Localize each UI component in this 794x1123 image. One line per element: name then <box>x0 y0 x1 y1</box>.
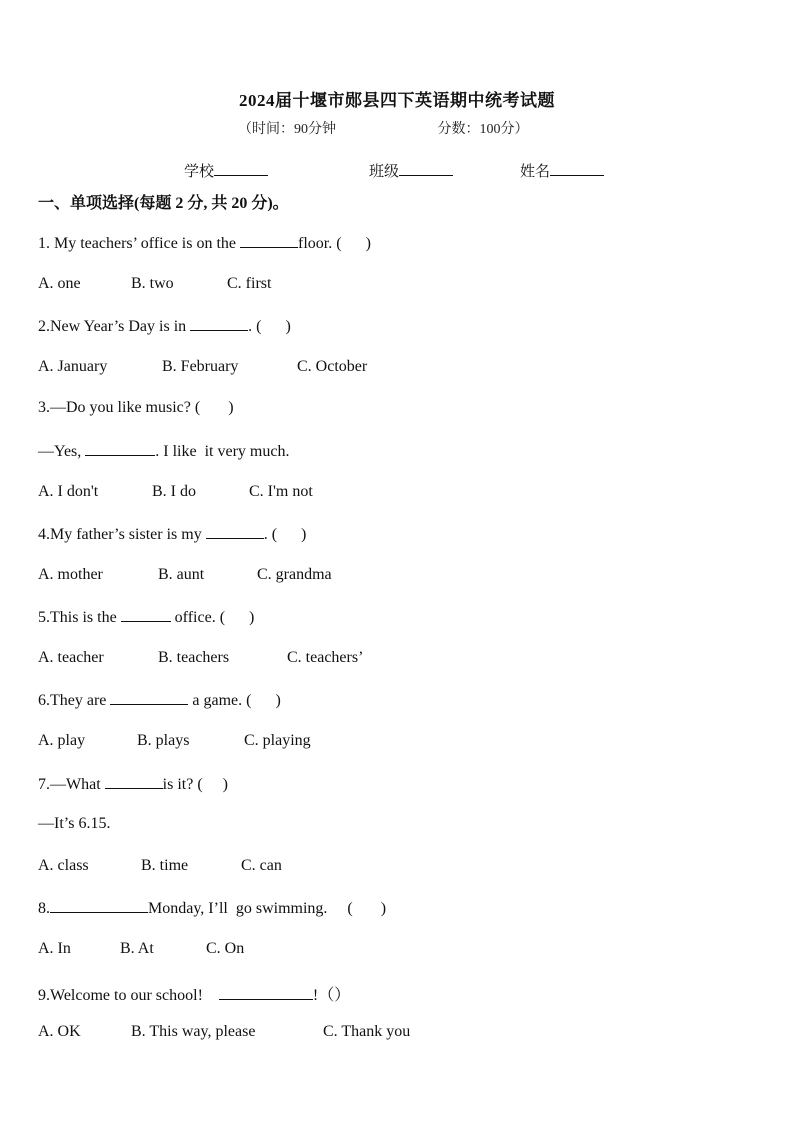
class-blank <box>399 161 453 176</box>
exam-score: 分数：100分） <box>437 122 529 137</box>
question-4-options <box>38 566 332 584</box>
school-label: 学校 <box>184 164 215 180</box>
question-8-stem: 8. Monday, I’ll go swimming. ( ) <box>38 900 387 917</box>
answer-blank <box>105 774 163 789</box>
question-9-options <box>38 1023 410 1041</box>
class-label: 班级 <box>369 164 400 180</box>
option-a: A. class <box>38 857 89 874</box>
question-3-stem: 3.—Do you like music? ( ) <box>38 399 234 416</box>
section-heading: 一、单项选择(每题 2 分, 共 20 分)。 <box>38 195 289 212</box>
option-b: B. two <box>131 275 174 292</box>
option-c: C. grandma <box>257 566 332 583</box>
question-5-stem: 5.This is the office. ( ) <box>38 609 255 626</box>
option-c: C. On <box>206 940 245 957</box>
option-b: B. plays <box>137 732 190 749</box>
question-7-stem: 7.—What is it? ( ) <box>38 776 228 793</box>
class-field <box>369 160 453 181</box>
option-a: A. OK <box>38 1023 81 1040</box>
question-1-options <box>38 275 271 293</box>
option-b: B. time <box>141 857 189 874</box>
question-6-stem: 6.They are a game. ( ) <box>38 692 281 709</box>
option-c: C. can <box>241 857 282 874</box>
name-field <box>520 160 604 181</box>
question-5-options <box>38 649 363 667</box>
answer-blank <box>110 690 188 705</box>
answer-blank <box>190 316 248 331</box>
question-4-stem: 4.My father’s sister is my . ( ) <box>38 526 307 543</box>
exam-meta <box>238 118 529 138</box>
answer-blank <box>50 898 148 913</box>
question-2-options <box>38 358 367 376</box>
option-c: C. October <box>297 358 368 375</box>
question-2-stem: 2.New Year’s Day is in . ( ) <box>38 318 291 335</box>
question-1-stem: 1. My teachers’ office is on the floor. ( ) <box>38 235 371 252</box>
option-b: B. This way, please <box>131 1023 256 1040</box>
option-a: A. mother <box>38 566 103 583</box>
exam-time: （时间：90分钟 <box>238 122 336 137</box>
answer-blank <box>219 985 313 1000</box>
option-a: A. teacher <box>38 649 104 666</box>
name-blank <box>550 161 604 176</box>
option-a: A. play <box>38 732 86 749</box>
option-a: A. I don't <box>38 483 99 500</box>
answer-blank <box>85 441 155 456</box>
school-field <box>184 160 268 181</box>
option-b: B. aunt <box>158 566 205 583</box>
option-c: C. teachers’ <box>287 649 364 666</box>
option-a: A. January <box>38 358 108 375</box>
option-c: C. Thank you <box>323 1023 411 1040</box>
option-b: B. teachers <box>158 649 230 666</box>
option-b: B. February <box>162 358 239 375</box>
answer-blank <box>206 524 264 539</box>
question-7-line2: —It’s 6.15. <box>38 815 111 832</box>
question-8-options <box>38 940 244 958</box>
option-a: A. one <box>38 275 81 292</box>
option-c: C. playing <box>244 732 311 749</box>
option-c: C. I'm not <box>249 483 313 500</box>
option-b: B. I do <box>152 483 196 500</box>
option-c: C. first <box>227 275 272 292</box>
question-3-line2: —Yes, . I like it very much. <box>38 443 290 460</box>
question-7-options <box>38 857 282 875</box>
question-9-stem: 9.Welcome to our school! !（） <box>38 987 351 1004</box>
question-6-options <box>38 732 311 750</box>
name-label: 姓名 <box>520 164 551 180</box>
answer-blank <box>240 233 298 248</box>
question-3-options <box>38 483 313 501</box>
school-blank <box>214 161 268 176</box>
option-a: A. In <box>38 940 71 957</box>
page-title: 2024届十堰市郧县四下英语期中统考试题 <box>239 91 555 110</box>
option-b: B. At <box>120 940 154 957</box>
answer-blank <box>121 607 171 622</box>
